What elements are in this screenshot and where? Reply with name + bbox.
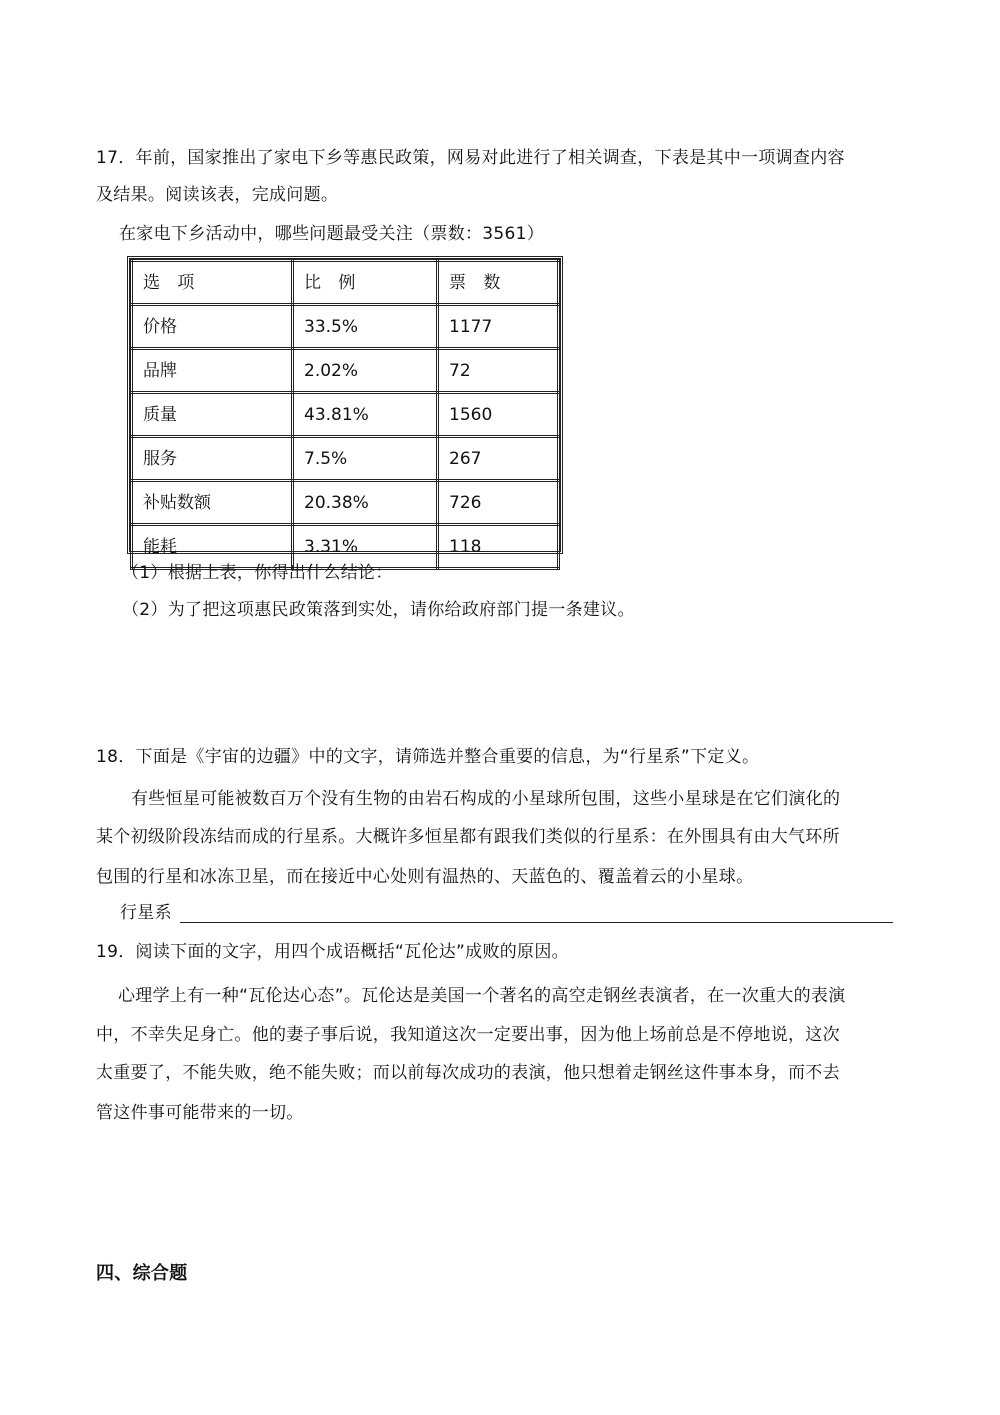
header-ratio: 比 例 xyxy=(293,261,438,305)
table-caption: 在家电下乡活动中，哪些问题最受关注（票数：3561） xyxy=(119,224,545,244)
q19-passage-line4: 管这件事可能带来的一切。 xyxy=(96,1103,304,1123)
header-votes: 票 数 xyxy=(438,261,559,305)
q19-passage-line2: 中，不幸失足身亡。他的妻子事后说，我知道这次一定要出事，因为他上场前总是不停地说，这次 xyxy=(96,1025,840,1045)
survey-table xyxy=(127,256,563,557)
q17-question-line2: 及结果。阅读该表，完成问题。 xyxy=(96,185,339,205)
cell-votes: 1177 xyxy=(438,305,559,349)
cell-option: 质量 xyxy=(132,393,293,437)
cell-option: 能耗 xyxy=(132,525,293,569)
table-row xyxy=(132,305,559,349)
answer-blank-line[interactable] xyxy=(180,922,893,923)
q17-subquestion-1: （1）根据上表，你得出什么结论： xyxy=(122,563,393,583)
cell-ratio: 2.02% xyxy=(293,349,438,393)
q19-passage-line1: 心理学上有一种“瓦伦达心态”。瓦伦达是美国一个著名的高空走钢丝表演者，在一次重大的表演 xyxy=(118,986,846,1006)
table-row xyxy=(132,437,559,481)
cell-votes: 1560 xyxy=(438,393,559,437)
cell-ratio: 20.38% xyxy=(293,481,438,525)
q18-passage-line3: 包围的行星和冰冻卫星，而在接近中心处则有温热的、天蓝色的、覆盖着云的小星球。 xyxy=(96,867,754,887)
q18-passage-line2: 某个初级阶段冻结而成的行星系。大概许多恒星都有跟我们类似的行星系：在外围具有由大气环所 xyxy=(96,827,840,847)
table-row xyxy=(132,349,559,393)
cell-votes: 267 xyxy=(438,437,559,481)
cell-ratio: 7.5% xyxy=(293,437,438,481)
cell-votes: 118 xyxy=(438,525,559,569)
cell-votes: 726 xyxy=(438,481,559,525)
q19-passage-line3: 太重要了，不能失败，绝不能失败；而以前每次成功的表演，他只想着走钢丝这件事本身，而不去 xyxy=(96,1063,840,1083)
q18-passage-line1: 有些恒星可能被数百万个没有生物的由岩石构成的小星球所包围，这些小星球是在它们演化的 xyxy=(131,789,841,809)
q18-question: 18．下面是《宇宙的边疆》中的文字，请筛选并整合重要的信息，为“行星系”下定义。 xyxy=(96,747,760,767)
q17-subquestion-2: （2）为了把这项惠民政策落到实处，请你给政府部门提一条建议。 xyxy=(122,600,635,620)
cell-option: 服务 xyxy=(132,437,293,481)
cell-option: 补贴数额 xyxy=(132,481,293,525)
cell-option: 品牌 xyxy=(132,349,293,393)
header-option: 选 项 xyxy=(132,261,293,305)
answer-label: 行星系 xyxy=(120,903,172,923)
table-header-row xyxy=(132,261,559,305)
q19-question: 19．阅读下面的文字，用四个成语概括“瓦伦达”成败的原因。 xyxy=(96,942,569,962)
cell-votes: 72 xyxy=(438,349,559,393)
cell-ratio: 3.31% xyxy=(293,525,438,569)
cell-ratio: 33.5% xyxy=(293,305,438,349)
q17-question-line1: 17．年前，国家推出了家电下乡等惠民政策，网易对此进行了相关调查，下表是其中一项调查内容 xyxy=(96,148,845,168)
table-row xyxy=(132,481,559,525)
cell-option: 价格 xyxy=(132,305,293,349)
table-row xyxy=(132,393,559,437)
section-heading: 四、综合题 xyxy=(96,1263,188,1284)
cell-ratio: 43.81% xyxy=(293,393,438,437)
